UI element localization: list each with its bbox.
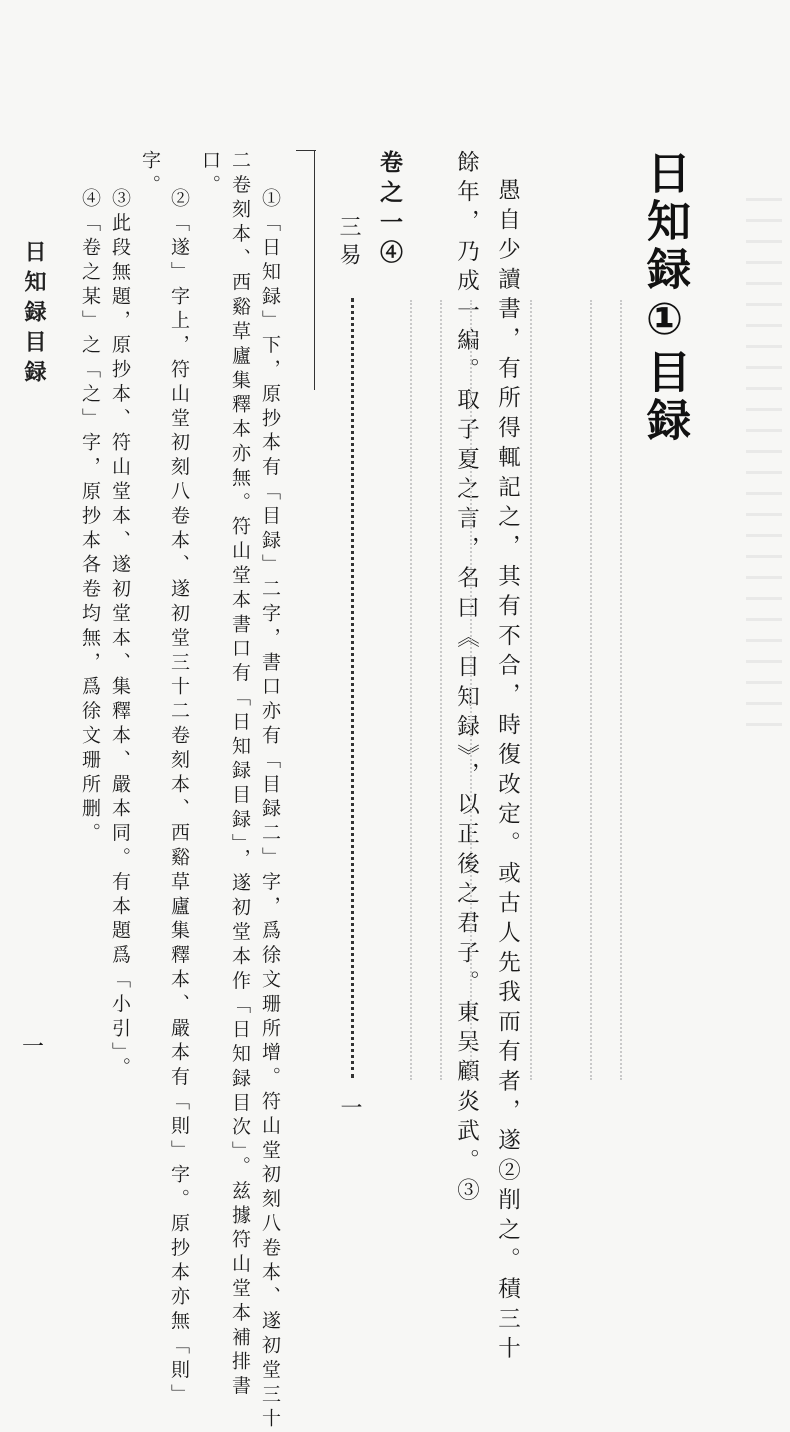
ghost-guide <box>410 300 412 1080</box>
note-2-line-2: 字。 <box>139 150 161 199</box>
dotted-leader <box>351 298 354 1078</box>
note-1-line-1: ①「日知録」下，原抄本有「目録」二字，書口亦有「目録二」字，爲徐文珊所增。符山堂初刻八卷本、遂初堂三十 <box>259 188 281 1432</box>
volume-heading: 卷之一④ <box>376 150 403 270</box>
folio-number: 一 <box>22 1035 45 1060</box>
note-4: ④「卷之某」之「之」字，原抄本各卷均無，爲徐文珊所删。 <box>79 188 101 847</box>
ghost-guide <box>470 300 472 1080</box>
ghost-guide <box>440 300 442 1080</box>
note-2-line-1: ②「遂」字上，符山堂初刻八卷本、遂初堂三十二卷刻本、西谿草廬集釋本、嚴本有「則」字。原抄本亦無「則」 <box>168 188 190 1408</box>
note-3: ③此段無題，原抄本、符山堂本、遂初堂本、集釋本、嚴本同。有本題爲「小引」。 <box>109 188 131 1082</box>
running-head: 日知録目録 <box>21 240 47 390</box>
notes-divider-top <box>296 150 316 151</box>
preface-line-2: 餘年，乃成一編。取子夏之言，名曰《日知録》，以正後之君子。東吴顧炎武。③ <box>453 150 480 1208</box>
ghost-guide <box>530 300 532 1080</box>
note-1-line-2: 二卷刻本、西谿草廬集釋本亦無。符山堂本書口有「日知録目録」，遂初堂本作「日知録目次」。兹據符山堂本補排書 <box>229 150 251 1400</box>
page-title: 日知録①目録 <box>639 150 690 445</box>
show-through-marks <box>746 180 782 740</box>
preface-line-1: 愚自少讀書，有所得輒記之，其有不合，時復改定。或古人先我而有者，遂②削之。積三十 <box>494 178 521 1366</box>
ghost-guide <box>590 300 592 1080</box>
toc-page-number: 一 <box>337 1096 362 1118</box>
toc-entry: 三易 <box>336 215 361 271</box>
notes-divider <box>314 150 315 390</box>
note-1-line-3: 口。 <box>199 150 221 199</box>
ghost-guide <box>620 300 622 1080</box>
